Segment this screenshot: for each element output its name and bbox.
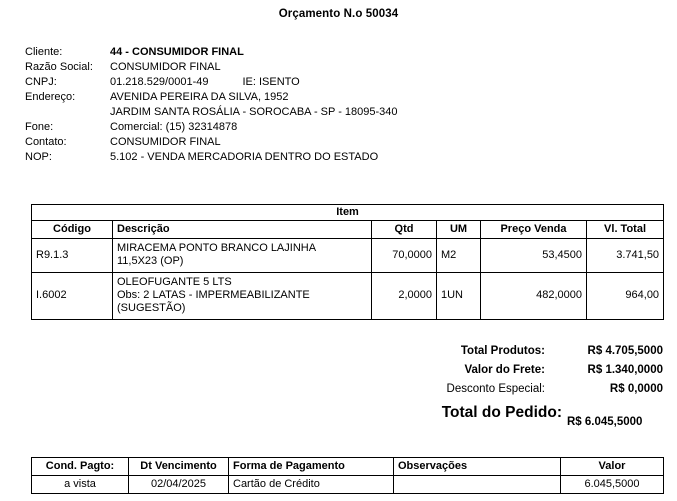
- cell-preco-venda: 53,4500: [481, 239, 587, 273]
- customer-field-label: Contato:: [25, 136, 67, 148]
- cell-descricao-line: Obs: 2 LATAS - IMPERMEABILIZANTE: [117, 289, 310, 301]
- items-table-band-row: [32, 205, 664, 221]
- column-header-qtd: Qtd: [372, 221, 437, 239]
- grand-total-row: [404, 404, 663, 428]
- total-value: R$ 4.705,5000: [587, 345, 663, 357]
- customer-field-value: [110, 120, 237, 135]
- customer-field-value: [110, 45, 244, 60]
- column-header-descricao: Descrição: [113, 221, 372, 239]
- payment-table-header-row: [32, 458, 664, 476]
- customer-field-value: [110, 60, 221, 75]
- customer-field-ie: IE: ISENTO: [242, 76, 300, 88]
- customer-field-label: Cliente:: [25, 46, 63, 58]
- customer-field-label: Fone:: [25, 121, 54, 133]
- column-header-cond-pagto: Cond. Pagto:: [32, 458, 129, 476]
- cell-forma-pagamento: Cartão de Crédito: [229, 476, 394, 494]
- customer-field-value-text: Comercial: (15) 32314878: [110, 121, 238, 133]
- customer-field-value: [110, 105, 398, 120]
- customer-field-label: NOP:: [25, 151, 52, 163]
- grand-total-label: Total do Pedido:: [441, 404, 562, 421]
- total-value: R$ 1.340,0000: [587, 364, 663, 376]
- cell-um: M2: [437, 239, 481, 273]
- items-table: [31, 204, 664, 320]
- customer-field-value-text: CONSUMIDOR FINAL: [110, 136, 221, 148]
- total-row: [404, 364, 663, 383]
- customer-row: [25, 90, 545, 105]
- column-header-vl-total: Vl. Total: [587, 221, 664, 239]
- items-table-header-row: [32, 221, 664, 239]
- customer-row: [25, 150, 545, 165]
- cell-dt-vencimento: 02/04/2025: [129, 476, 229, 494]
- cell-descricao-line: 11,5X23 (OP): [117, 255, 184, 267]
- cell-preco-venda: 482,0000: [481, 273, 587, 320]
- customer-field-label: CNPJ:: [25, 76, 57, 88]
- customer-details-block: [25, 45, 545, 165]
- customer-field-value: [110, 135, 221, 150]
- column-header-codigo: Código: [32, 221, 113, 239]
- cell-observacoes: [394, 476, 561, 494]
- items-table-band-title: Item: [32, 205, 664, 221]
- total-label: Valor do Frete:: [464, 364, 545, 376]
- cell-descricao: [113, 273, 372, 320]
- cell-valor: 6.045,5000: [561, 476, 664, 494]
- customer-row: [25, 120, 545, 135]
- cell-vl-total: 964,00: [587, 273, 664, 320]
- cell-cond-pagto: a vista: [32, 476, 129, 494]
- cell-descricao: [113, 239, 372, 273]
- customer-field-value: [110, 150, 378, 165]
- customer-field-value-text: CONSUMIDOR FINAL: [110, 61, 221, 73]
- page-title: Orçamento N.o 50034: [278, 8, 399, 20]
- customer-field-label: Razão Social:: [25, 61, 93, 73]
- customer-field-value: [110, 90, 289, 105]
- cell-um: 1UN: [437, 273, 481, 320]
- column-header-forma-pagamento: Forma de Pagamento: [229, 458, 394, 476]
- total-value: R$ 0,0000: [609, 383, 663, 395]
- cell-vl-total: 3.741,50: [587, 239, 664, 273]
- cell-qtd: 2,0000: [372, 273, 437, 320]
- total-label: Total Produtos:: [460, 345, 545, 357]
- customer-field-label: Endereço:: [25, 91, 76, 103]
- customer-row: [25, 60, 545, 75]
- total-label: Desconto Especial:: [446, 383, 545, 395]
- cell-descricao-line: MIRACEMA PONTO BRANCO LAJINHA: [117, 242, 317, 254]
- table-row: [32, 273, 664, 320]
- customer-row: [25, 45, 545, 60]
- column-header-preco-venda: Preço Venda: [481, 221, 587, 239]
- total-row: [404, 345, 663, 364]
- customer-field-value-text: 01.218.529/0001-49: [110, 76, 209, 88]
- table-row: [32, 239, 664, 273]
- totals-block: [404, 345, 663, 428]
- table-row: [32, 476, 664, 494]
- total-row: [404, 383, 663, 402]
- customer-field-value-text: 5.102 - VENDA MERCADORIA DENTRO DO ESTADO: [110, 151, 379, 163]
- cell-qtd: 70,0000: [372, 239, 437, 273]
- customer-field-value-text: JARDIM SANTA ROSÁLIA - SOROCABA - SP - 18095-340: [110, 106, 398, 118]
- payment-conditions-table: [31, 457, 664, 494]
- column-header-observacoes: Observações: [394, 458, 561, 476]
- column-header-valor: Valor: [561, 458, 664, 476]
- cell-descricao-line: OLEOFUGANTE 5 LTS: [117, 276, 232, 288]
- items-table-body: [32, 239, 664, 320]
- customer-row: [25, 135, 545, 150]
- customer-field-value: [110, 75, 300, 90]
- customer-row: [25, 75, 545, 90]
- customer-row: [25, 105, 545, 120]
- cell-codigo: R9.1.3: [32, 239, 113, 273]
- column-header-dt-vencimento: Dt Vencimento: [129, 458, 229, 476]
- cell-descricao-line: (SUGESTÃO): [117, 302, 186, 314]
- column-header-um: UM: [437, 221, 481, 239]
- customer-field-value-text: 44 - CONSUMIDOR FINAL: [110, 46, 244, 58]
- grand-total-value: R$ 6.045,5000: [567, 416, 643, 428]
- cell-codigo: I.6002: [32, 273, 113, 320]
- payment-table-body: [32, 476, 664, 494]
- customer-field-value-text: AVENIDA PEREIRA DA SILVA, 1952: [110, 91, 289, 103]
